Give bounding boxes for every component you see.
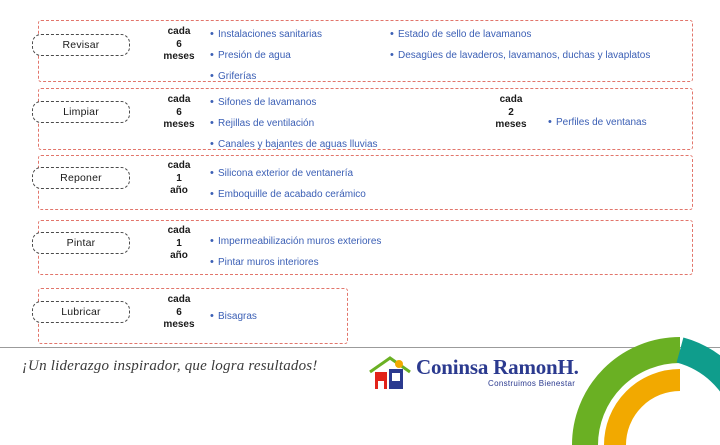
action-text: Reponer [60, 172, 102, 184]
action-label-reponer[interactable] [32, 167, 130, 189]
action-text: Limpiar [63, 106, 99, 118]
list-item: • Presión de agua [210, 45, 322, 66]
list-item: • Emboquille de acabado cerámico [210, 184, 366, 205]
brand-slogan: Construimos Bienestar [488, 379, 576, 388]
items-column-1-reponer [210, 163, 366, 205]
frequency-line-2: 2 [508, 106, 514, 118]
frequency-revisar [148, 26, 210, 64]
frequency-line-2: 1 [176, 237, 182, 249]
list-item: • Pintar muros interiores [210, 252, 381, 273]
frequency-line-2: 6 [176, 306, 182, 318]
list-item: • Canales y bajantes de aguas lluvias [210, 134, 378, 155]
items-column-1-revisar [210, 24, 322, 87]
action-text: Revisar [62, 39, 100, 51]
frequency-pintar [148, 225, 210, 263]
list-item: • Desagües de lavaderos, lavamanos, duchas y lavaplatos [390, 45, 650, 66]
list-item: • Estado de sello de lavamanos [390, 24, 650, 45]
items-column-1-limpiar [210, 92, 378, 155]
list-item: • Rejillas de ventilación [210, 113, 378, 134]
frequency-limpiar [148, 94, 210, 132]
frequency-2-limpiar [480, 94, 542, 132]
frequency-line-3: meses [163, 319, 195, 330]
items-column-1-lubricar [210, 306, 257, 327]
frequency-line-1: cada [499, 94, 523, 105]
action-text: Lubricar [61, 306, 101, 318]
frequency-line-3: año [170, 250, 188, 261]
action-label-limpiar[interactable] [32, 101, 130, 123]
frequency-line-3: meses [495, 119, 527, 130]
footer-tagline: ¡Un liderazgo inspirador, que logra resultados! [22, 358, 318, 374]
frequency-line-3: año [170, 185, 188, 196]
brand-name: Coninsa RamonH. [416, 355, 579, 379]
frequency-line-2: 6 [176, 106, 182, 118]
frequency-line-1: cada [167, 94, 191, 105]
house-icon [368, 356, 412, 390]
frequency-line-3: meses [163, 51, 195, 62]
frequency-line-1: cada [167, 294, 191, 305]
list-item: • Perfiles de ventanas [548, 112, 647, 133]
frequency-reponer [148, 160, 210, 198]
frequency-line-1: cada [167, 160, 191, 171]
frequency-lubricar [148, 294, 210, 332]
action-text: Pintar [66, 237, 96, 249]
frequency-line-3: meses [163, 119, 195, 130]
list-item: • Bisagras [210, 306, 257, 327]
frequency-line-1: cada [167, 225, 191, 236]
action-label-revisar[interactable] [32, 34, 130, 56]
list-item: • Sifones de lavamanos [210, 92, 378, 113]
action-label-pintar[interactable] [32, 232, 130, 254]
action-label-lubricar[interactable] [32, 301, 130, 323]
list-item: • Silicona exterior de ventanería [210, 163, 366, 184]
frequency-line-1: cada [167, 26, 191, 37]
frequency-line-2: 1 [176, 172, 182, 184]
items-column-2-revisar [390, 24, 650, 66]
items-column-1-pintar [210, 231, 381, 273]
decorative-arcs [560, 315, 720, 445]
list-item: • Instalaciones sanitarias [210, 24, 322, 45]
list-item: • Griferías [210, 66, 322, 87]
frequency-line-2: 6 [176, 38, 182, 50]
items-column-2-limpiar [548, 112, 647, 133]
list-item: • Impermeabilización muros exteriores [210, 231, 381, 252]
